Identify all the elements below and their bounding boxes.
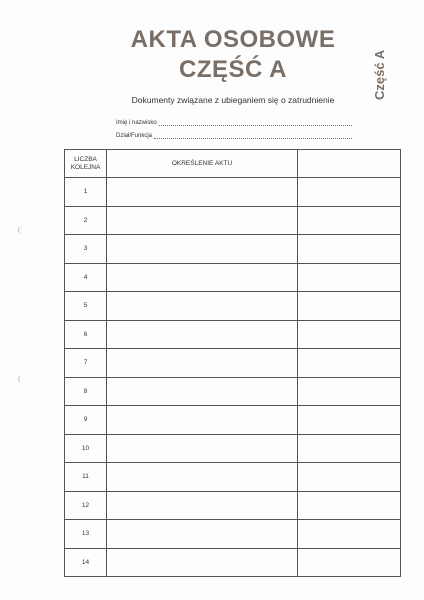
row-act-cell[interactable] bbox=[107, 548, 298, 577]
name-field-label: Imię i nazwisko bbox=[116, 120, 157, 126]
table-row bbox=[65, 206, 401, 235]
header-act: OKREŚLENIE AKTU bbox=[107, 150, 298, 178]
row-number: 8 bbox=[65, 377, 107, 406]
row-act-cell[interactable] bbox=[107, 263, 298, 292]
name-field-line[interactable] bbox=[159, 120, 352, 126]
row-act-cell[interactable] bbox=[107, 178, 298, 207]
row-extra-cell[interactable] bbox=[298, 349, 401, 378]
row-number: 7 bbox=[65, 349, 107, 378]
row-extra-cell[interactable] bbox=[298, 178, 401, 207]
table-row bbox=[65, 463, 401, 492]
row-number: 4 bbox=[65, 263, 107, 292]
row-act-cell[interactable] bbox=[107, 235, 298, 264]
table-row bbox=[65, 377, 401, 406]
table-row bbox=[65, 235, 401, 264]
row-number: 1 bbox=[65, 178, 107, 207]
row-extra-cell[interactable] bbox=[298, 206, 401, 235]
row-number: 10 bbox=[65, 434, 107, 463]
row-act-cell[interactable] bbox=[107, 406, 298, 435]
row-extra-cell[interactable] bbox=[298, 377, 401, 406]
row-act-cell[interactable] bbox=[107, 520, 298, 549]
row-act-cell[interactable] bbox=[107, 377, 298, 406]
department-field-line[interactable] bbox=[154, 133, 352, 139]
table-row bbox=[65, 520, 401, 549]
table-row bbox=[65, 491, 401, 520]
table-row bbox=[65, 548, 401, 577]
table-row bbox=[65, 320, 401, 349]
row-act-cell[interactable] bbox=[107, 463, 298, 492]
row-extra-cell[interactable] bbox=[298, 292, 401, 321]
table-row bbox=[65, 434, 401, 463]
table-row bbox=[65, 178, 401, 207]
row-extra-cell[interactable] bbox=[298, 406, 401, 435]
row-act-cell[interactable] bbox=[107, 292, 298, 321]
row-extra-cell[interactable] bbox=[298, 463, 401, 492]
row-number: 14 bbox=[65, 548, 107, 577]
row-number: 6 bbox=[65, 320, 107, 349]
table-row bbox=[65, 263, 401, 292]
row-extra-cell[interactable] bbox=[298, 263, 401, 292]
row-extra-cell[interactable] bbox=[298, 520, 401, 549]
row-number: 11 bbox=[65, 463, 107, 492]
punch-hole bbox=[18, 226, 27, 234]
side-label: Część A bbox=[372, 49, 387, 100]
header-extra bbox=[298, 150, 401, 178]
header-number: LICZBA KOLEJNA bbox=[65, 150, 107, 178]
table-row bbox=[65, 349, 401, 378]
row-extra-cell[interactable] bbox=[298, 434, 401, 463]
punch-hole bbox=[18, 375, 27, 383]
row-extra-cell[interactable] bbox=[298, 320, 401, 349]
row-number: 13 bbox=[65, 520, 107, 549]
row-number: 12 bbox=[65, 491, 107, 520]
row-number: 3 bbox=[65, 235, 107, 264]
table-row bbox=[65, 406, 401, 435]
name-field[interactable] bbox=[116, 120, 352, 126]
row-number: 9 bbox=[65, 406, 107, 435]
row-act-cell[interactable] bbox=[107, 491, 298, 520]
row-extra-cell[interactable] bbox=[298, 548, 401, 577]
document-subtitle-part: CZĘŚĆ A bbox=[179, 56, 287, 83]
row-act-cell[interactable] bbox=[107, 349, 298, 378]
row-act-cell[interactable] bbox=[107, 320, 298, 349]
row-number: 5 bbox=[65, 292, 107, 321]
row-number: 2 bbox=[65, 206, 107, 235]
document-title: AKTA OSOBOWE bbox=[130, 26, 336, 53]
document-description: Dokumenty związane z ubieganiem się o zatrudnienie bbox=[131, 95, 335, 105]
department-field[interactable] bbox=[116, 133, 352, 139]
acts-table bbox=[64, 149, 401, 577]
row-act-cell[interactable] bbox=[107, 434, 298, 463]
table-row bbox=[65, 292, 401, 321]
table-header-row bbox=[65, 150, 401, 178]
row-act-cell[interactable] bbox=[107, 206, 298, 235]
row-extra-cell[interactable] bbox=[298, 491, 401, 520]
department-field-label: Dział/Funkcja bbox=[116, 133, 153, 139]
row-extra-cell[interactable] bbox=[298, 235, 401, 264]
